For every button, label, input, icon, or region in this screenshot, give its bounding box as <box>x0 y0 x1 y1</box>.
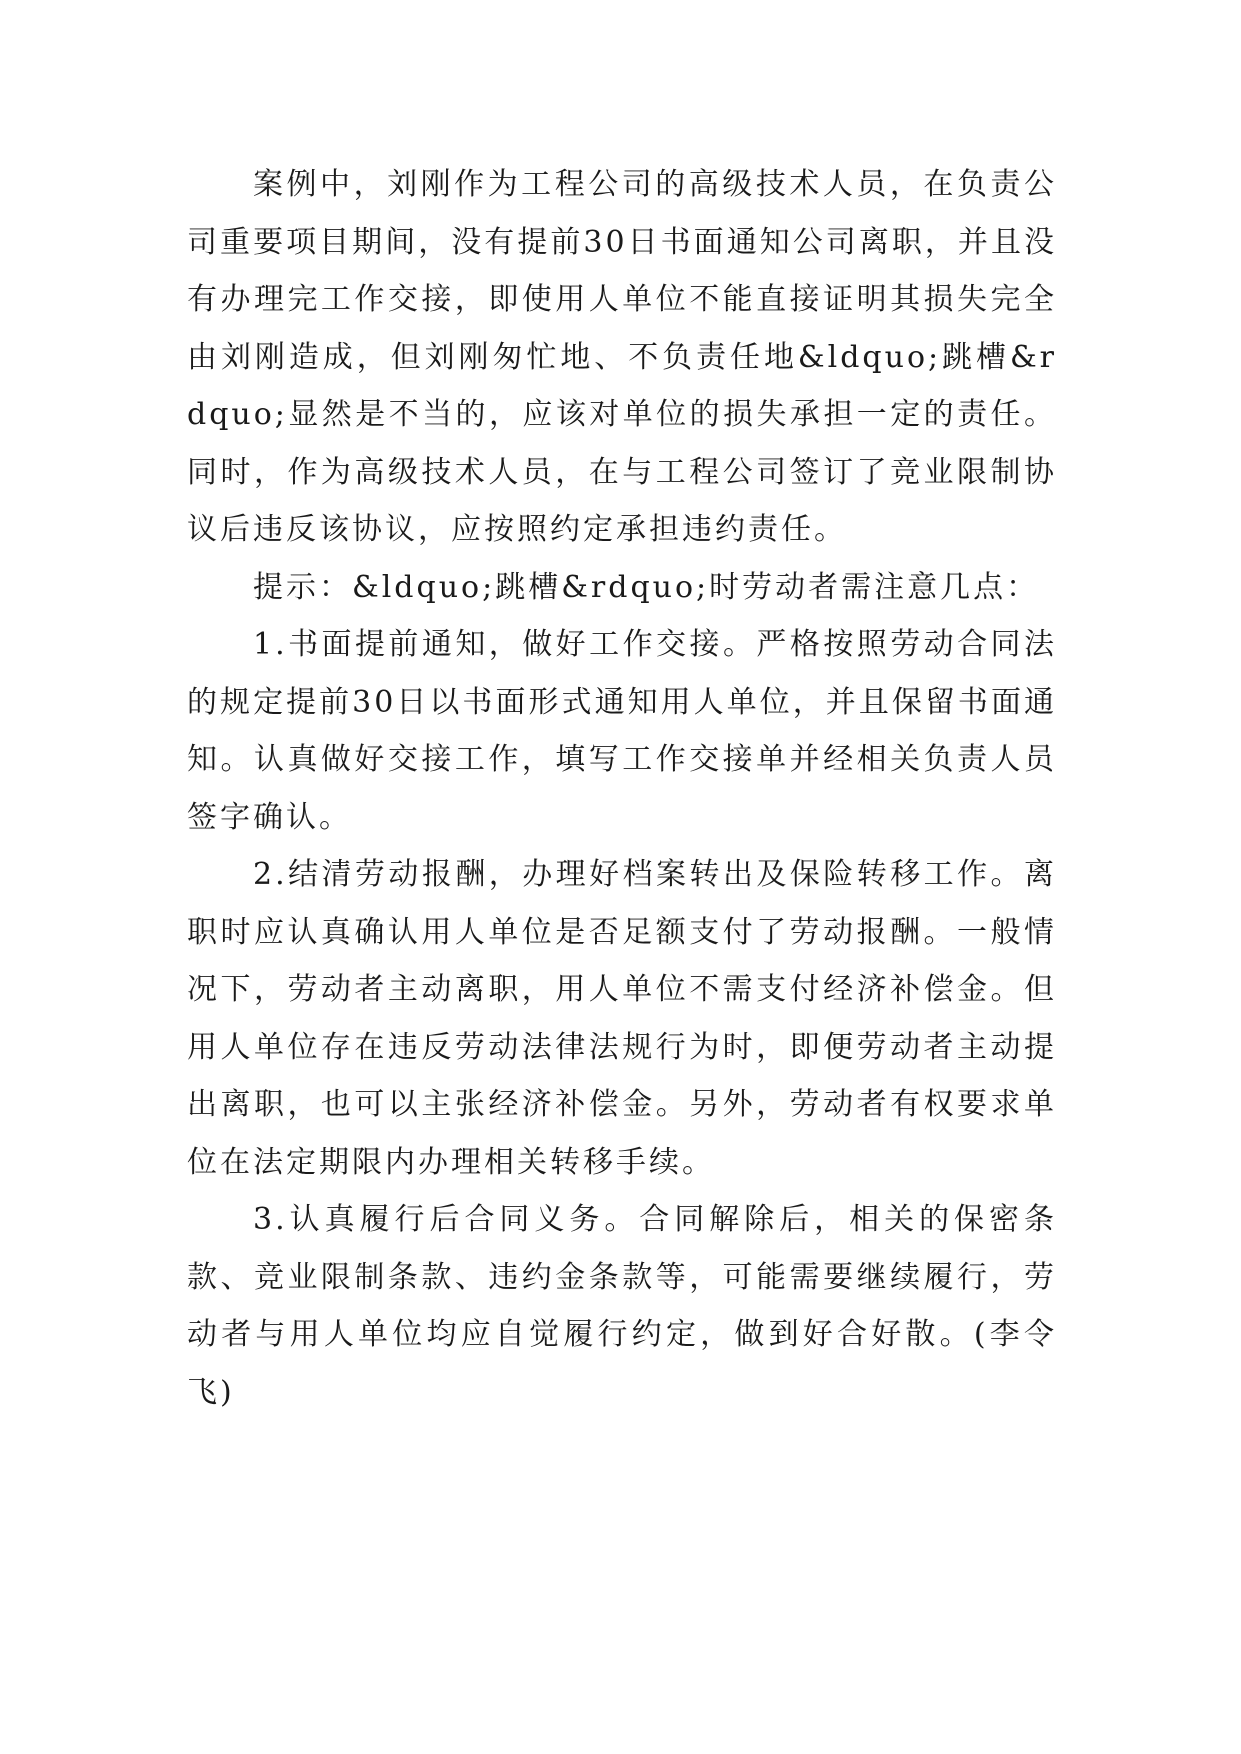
document-body <box>187 156 1057 1421</box>
tips-heading-paragraph: 提示：&ldquo;跳槽&rdquo;时劳动者需注意几点： <box>253 569 1040 605</box>
tip-3-paragraph: 3.认真履行后合同义务。合同解除后，相关的保密条款、竞业限制条款、违约金条款等，可能需要继续履行，劳动者与用人单位均应自觉履行约定，做到好合好散。(李令飞) <box>187 1202 1057 1410</box>
tip-2-paragraph: 2.结清劳动报酬，办理好档案转出及保险转移工作。离职时应认真确认用人单位是否足额支付了劳动报酬。一般情况下，劳动者主动离职，用人单位不需支付经济补偿金。但用人单位存在违反劳动法律法规行为时，即便劳动者主动提出离职，也可以主张经济补偿金。另外，劳动者有权要求单位在法定期限内办理相关转移手续。 <box>187 857 1057 1180</box>
case-analysis-paragraph: 案例中，刘刚作为工程公司的高级技术人员，在负责公司重要项目期间，没有提前30日书面通知公司离职，并且没有办理完工作交接，即使用人单位不能直接证明其损失完全由刘刚造成，但刘刚匆忙地、不负责任地&ldquo;跳槽&rdquo;显然是不当的，应该对单位的损失承担一定的责任。同时，作为高级技术人员，在与工程公司签订了竞业限制协议后违反该协议，应按照约定承担违约责任。 <box>187 167 1057 547</box>
tip-1-paragraph: 1.书面提前通知，做好工作交接。严格按照劳动合同法的规定提前30日以书面形式通知用人单位，并且保留书面通知。认真做好交接工作，填写工作交接单并经相关负责人员签字确认。 <box>187 627 1057 835</box>
